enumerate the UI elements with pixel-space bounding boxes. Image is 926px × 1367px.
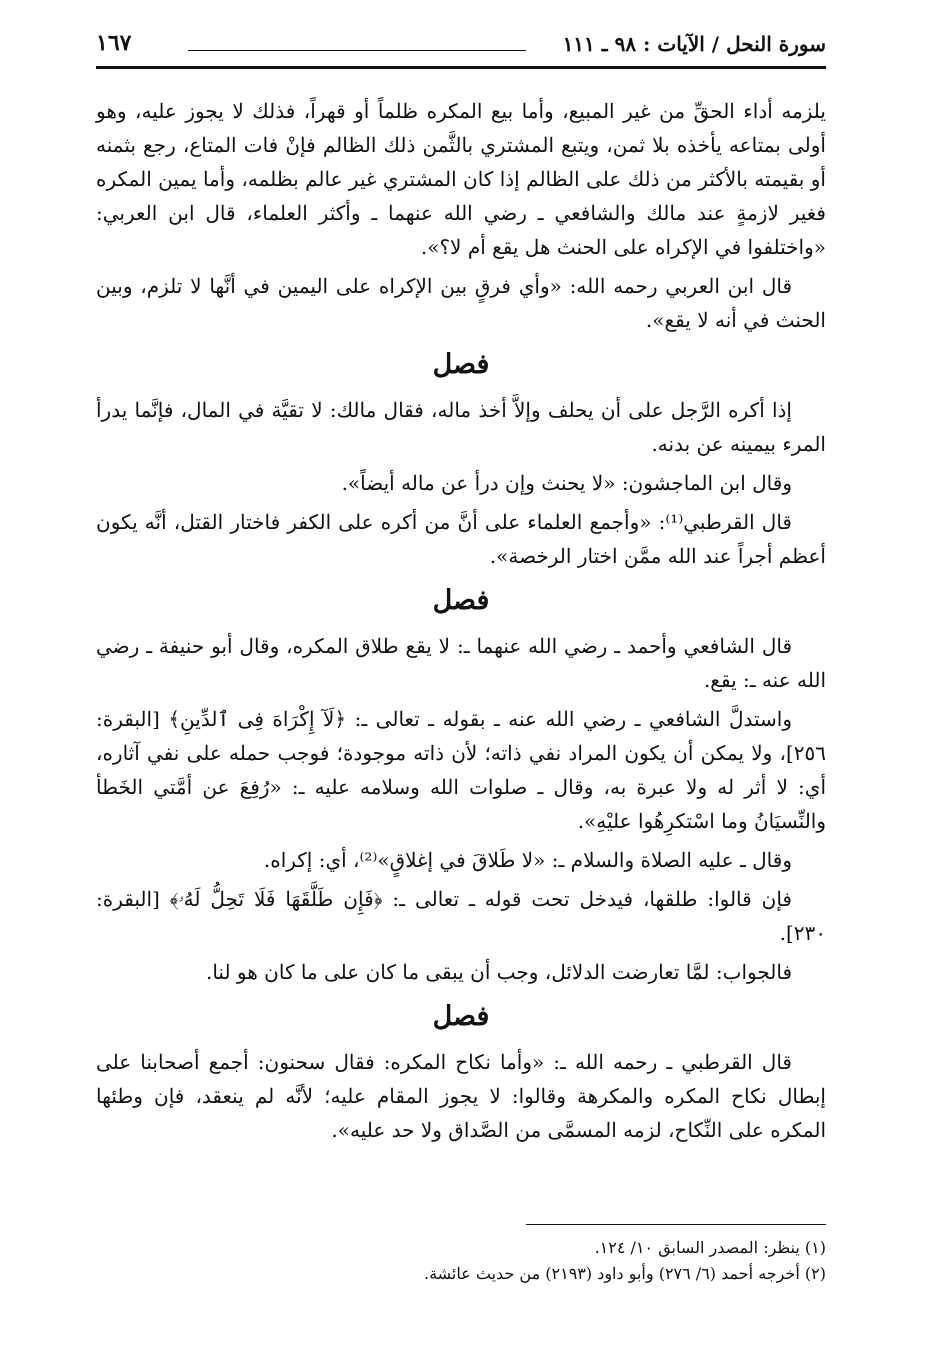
paragraph: فالجواب: لمَّا تعارضت الدلائل، وجب أن يبقى ما كان على ما كان هو لنا. (205, 960, 792, 984)
paragraph: قال ابن العربي رحمه الله: «وأي فرقٍ بين الإكراه على اليمين في أنَّها لا تلزم، وبين الحنث في أنه لا يقع». (96, 274, 826, 332)
paragraph: قال الشافعي وأحمد ـ رضي الله عنهما ـ: لا يقع طلاق المكره، وقال أبو حنيفة ـ رضي الله عنه ـ: يقع. (96, 634, 826, 692)
footnote: (٢) أخرجه أحمد (٦/ ٢٧٦) وأبو داود (٢١٩٣) من حديث عائشة. (423, 1264, 826, 1283)
footnote: (١) ينظر: المصدر السابق ١٠/ ١٢٤. (594, 1238, 826, 1257)
paragraph: فإن قالوا: طلقها، فيدخل تحت قوله ـ تعالى ـ: ﴿فَإِن طَلَّقَهَا فَلَا تَحِلُّ لَهُۥ﴾ [البقرة: ٢٣٠]. (96, 887, 826, 945)
surah-title: سورة النحل / الآيات : ٩٨ ـ ١١١ (562, 32, 826, 56)
section-heading: فصل (432, 585, 490, 616)
page-body (96, 94, 826, 1152)
paragraph: قال القرطبي ـ رحمه الله ـ: «وأما نكاح المكره: فقال سحنون: أجمع أصحابنا على إبطال نكاح المكره والمكرهة وقالوا: لا يجوز المقام عليه؛ لأنَّه لم ينعقد، فإن وطئها المكره على النِّكاح، لزمه المسمَّى من الصَّداق ولا حد عليه». (96, 1050, 826, 1142)
paragraph: وقال ابن الماجشون: «لا يحنث وإن درأ عن ماله أيضاً». (341, 471, 792, 495)
section-heading: فصل (432, 349, 490, 380)
page-number: ١٦٧ (96, 30, 132, 56)
paragraph: قال القرطبي⁽¹⁾: «وأجمع العلماء على أنَّ من أكره على الكفر فاختار القتل، أنَّه يكون أعظم أجراً عند الله ممَّن اختار الرخصة». (96, 510, 826, 568)
paragraph: يلزمه أداء الحقِّ من غير المبيع، وأما بيع المكره ظلماً أو قهراً، فذلك لا يجوز عليه، وهو أولى بمتاعه يأخذه بلا ثمن، ويتبع المشتري بالثَّمن ذلك الظالم فإنْ فات المتاع، رجع بثمنه أو بقيمته بالأكثر من ذلك على الظالم إذا كان المشتري غير عالم بظلمه، وأما يمين المكره فغير لازمةٍ عند مالك والشافعي ـ رضي الله عنهما ـ وأكثر العلماء، قال ابن العربي: «واختلفوا في الإكراه على الحنث هل يقع أم لا؟». (96, 99, 826, 259)
footnotes (96, 1224, 826, 1287)
paragraph: واستدلَّ الشافعي ـ رضي الله عنه ـ بقوله ـ تعالى ـ: ﴿لَآ إِكْرَاهَ فِى ٱلدِّينِ﴾ [البقرة: ٢٥٦]، ولا يمكن أن يكون المراد نفي ذاته؛ لأن ذاته موجودة؛ فوجب حمله على نفي آثاره، أي: لا أثر له ولا عبرة به، وقال ـ صلوات الله وسلامه عليه ـ: «رُفِعَ عن أمَّتي الخَطأ والنِّسيَانُ وما اسْتكرِهُوا عليْهِ». (96, 707, 826, 833)
header-line (188, 50, 526, 51)
paragraph: إذا أكره الرَّجل على أن يحلف وإلاَّ أخذ ماله، فقال مالك: لا تقيَّة في المال، فإنَّما يدرأ المرء بيمينه عن بدنه. (96, 398, 826, 456)
footnote-rule (526, 1224, 826, 1225)
running-header (96, 30, 826, 66)
section-heading: فصل (432, 1001, 490, 1032)
header-rule (96, 66, 826, 69)
paragraph: وقال ـ عليه الصلاة والسلام ـ: «لا طَلاقَ في إغلاقٍ»⁽²⁾، أي: إكراه. (263, 848, 792, 872)
